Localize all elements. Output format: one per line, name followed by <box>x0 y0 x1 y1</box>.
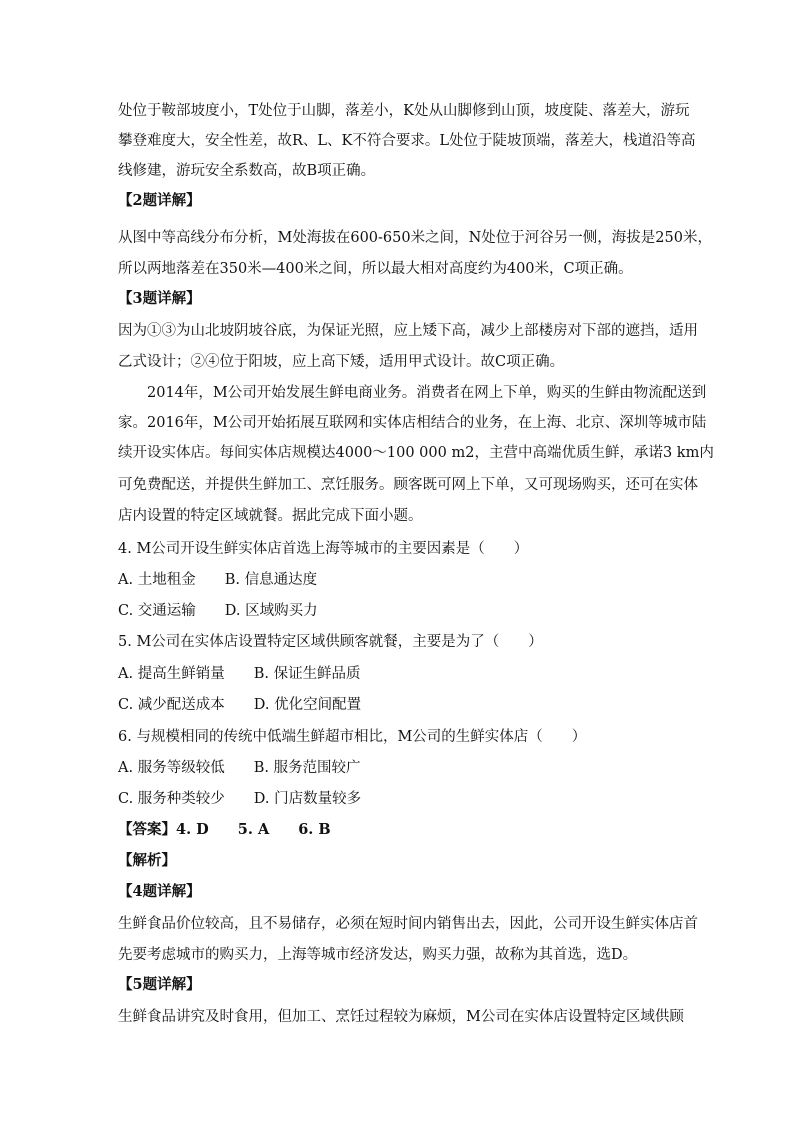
text-line: 因为①③为山北坡阴坡谷底，为保证光照，应上矮下高，减少上部楼房对下部的遮挡，适用 <box>118 323 698 339</box>
section-heading: 【2题详解】 <box>118 192 201 209</box>
text-line: 先要考虑城市的购买力，上海等城市经济发达，购买力强，故称为其首选，选D。 <box>118 947 638 963</box>
option-line: C. 交通运输 D. 区域购买力 <box>118 603 318 619</box>
section-heading: 【5题详解】 <box>118 976 201 993</box>
text-line: 攀登难度大，安全性差，故R、L、K不符合要求。L处位于陡坡顶端，落差大，栈道沿等高 <box>118 133 696 149</box>
text-line: 续开设实体店。每间实体店规模达4000～100 000 m2，主营中高端优质生鲜，承诺3 km内 <box>118 445 714 461</box>
option-line: C. 减少配送成本 D. 优化空间配置 <box>118 697 362 713</box>
question: 4. M公司开设生鲜实体店首选上海等城市的主要因素是（ ） <box>118 541 529 557</box>
text-line: 处位于鞍部坡度小，T处位于山脚，落差小，K处从山脚修到山顶，坡度陡、落差大，游玩 <box>118 103 690 119</box>
text-line: 所以两地落差在350米—400米之间，所以最大相对高度约为400米，C项正确。 <box>118 261 633 277</box>
text-line: 可免费配送，并提供生鲜加工、烹饪服务。顾客既可网上下单，又可现场购买，还可在实体 <box>118 477 698 493</box>
answer-line: 【答案】4. D 5. A 6. B <box>118 821 331 838</box>
text-line: 生鲜食品讲究及时食用，但加工、烹饪过程较为麻烦，M公司在实体店设置特定区域供顾 <box>118 1009 684 1025</box>
section-heading: 【4题详解】 <box>118 883 201 900</box>
section-heading: 【3题详解】 <box>118 290 201 307</box>
text-line: 线修建，游玩安全系数高，故B项正确。 <box>118 163 376 179</box>
text-line: 从图中等高线分布分析，M处海拔在600-650米之间，N处位于河谷另一侧，海拔是250米， <box>118 230 712 246</box>
text-line: 生鲜食品价位较高，且不易储存，必须在短时间内销售出去，因此，公司开设生鲜实体店首 <box>118 916 698 932</box>
option-line: C. 服务种类较少 D. 门店数量较多 <box>118 791 362 807</box>
text-line: 家。2016年，M公司开始拓展互联网和实体店相结合的业务，在上海、北京、深圳等城市陆 <box>118 415 707 431</box>
section-heading: 【解析】 <box>118 852 176 869</box>
option-line: A. 土地租金 B. 信息通达度 <box>118 572 318 588</box>
option-line: A. 提高生鲜销量 B. 保证生鲜品质 <box>118 666 361 682</box>
text-line: 乙式设计；②④位于阳坡，应上高下矮，适用甲式设计。故C项正确。 <box>118 354 565 370</box>
option-line: A. 服务等级较低 B. 服务范围较广 <box>118 760 361 776</box>
text-line: 2014年，M公司开始发展生鲜电商业务。消费者在网上下单，购买的生鲜由物流配送到 <box>147 385 707 401</box>
question: 5. M公司在实体店设置特定区域供顾客就餐，主要是为了（ ） <box>118 634 543 650</box>
text-line: 店内设置的特定区域就餐。据此完成下面小题。 <box>118 508 423 524</box>
question: 6. 与规模相同的传统中低端生鲜超市相比，M公司的生鲜实体店（ ） <box>118 729 587 745</box>
